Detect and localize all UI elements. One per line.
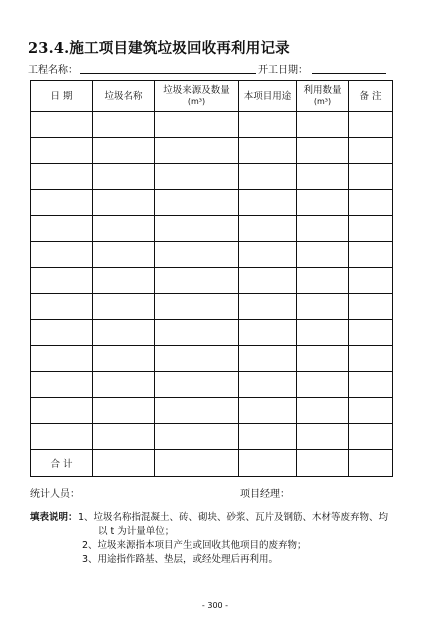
project-manager-label: 项目经理：: [240, 489, 290, 500]
table-cell[interactable]: [349, 450, 393, 477]
table-cell[interactable]: [31, 346, 93, 372]
table-cell[interactable]: [239, 164, 297, 190]
table-cell[interactable]: [155, 424, 239, 450]
page-number: - 300 -: [201, 601, 229, 610]
table-cell[interactable]: [349, 268, 393, 294]
instruction-item: 3、用途指作路基、垫层，或经处理后再利用。: [82, 554, 279, 565]
instructions-label: 填表说明：: [30, 512, 78, 523]
table-row: [31, 112, 393, 138]
table-cell[interactable]: [349, 112, 393, 138]
table-cell[interactable]: [31, 398, 93, 424]
table-cell[interactable]: [93, 242, 155, 268]
page-title: 23.4.施工项目建筑垃圾回收再利用记录: [28, 40, 290, 57]
table-cell[interactable]: [155, 320, 239, 346]
table-cell[interactable]: [93, 268, 155, 294]
header-remarks: 备 注: [349, 81, 393, 112]
table-cell[interactable]: [31, 164, 93, 190]
table-cell[interactable]: [239, 190, 297, 216]
table-cell[interactable]: [93, 138, 155, 164]
table-row: [31, 346, 393, 372]
table-cell[interactable]: [297, 216, 349, 242]
table-cell[interactable]: [93, 398, 155, 424]
table-cell[interactable]: [155, 268, 239, 294]
table-cell[interactable]: [349, 320, 393, 346]
table-cell[interactable]: [297, 424, 349, 450]
table-row: [31, 398, 393, 424]
table-cell[interactable]: [297, 190, 349, 216]
table-row: [31, 242, 393, 268]
table-cell[interactable]: [155, 190, 239, 216]
table-row: [31, 216, 393, 242]
table-row: [31, 372, 393, 398]
table-cell[interactable]: [31, 216, 93, 242]
table-cell[interactable]: [155, 450, 239, 477]
start-date-field[interactable]: [312, 73, 386, 74]
table-row: [31, 424, 393, 450]
project-name-field[interactable]: [80, 73, 256, 74]
table-cell[interactable]: [239, 424, 297, 450]
table-cell[interactable]: [297, 138, 349, 164]
table-cell[interactable]: [297, 112, 349, 138]
start-date-label: 开工日期：: [258, 65, 308, 76]
table-cell[interactable]: [239, 268, 297, 294]
table-cell[interactable]: [93, 190, 155, 216]
table-cell[interactable]: [239, 346, 297, 372]
table-cell[interactable]: [349, 398, 393, 424]
table-cell[interactable]: [93, 294, 155, 320]
header-date: 日 期: [31, 81, 93, 112]
table-cell[interactable]: [155, 164, 239, 190]
header-project-use: 本项目用途: [239, 81, 297, 112]
table-header-row: [31, 81, 393, 112]
table-row: [31, 190, 393, 216]
project-info-row: [28, 60, 390, 76]
table-cell[interactable]: [155, 372, 239, 398]
table-cell[interactable]: [31, 372, 93, 398]
table-cell[interactable]: [349, 294, 393, 320]
table-cell[interactable]: [349, 242, 393, 268]
table-cell[interactable]: [297, 268, 349, 294]
table-cell[interactable]: [31, 242, 93, 268]
table-cell[interactable]: [155, 216, 239, 242]
table-cell[interactable]: [297, 242, 349, 268]
instruction-item: 2、垃圾来源指本项目产生或回收其他项目的废弃物；: [82, 540, 307, 551]
table-row: [31, 268, 393, 294]
table-cell[interactable]: [93, 164, 155, 190]
table-cell[interactable]: [155, 346, 239, 372]
table-cell[interactable]: [93, 320, 155, 346]
table-cell[interactable]: [349, 138, 393, 164]
table-cell[interactable]: [93, 346, 155, 372]
table-cell[interactable]: [297, 346, 349, 372]
table-cell[interactable]: [297, 294, 349, 320]
table-cell[interactable]: [239, 294, 297, 320]
table-row: [31, 320, 393, 346]
table-cell[interactable]: [93, 112, 155, 138]
table-row: [31, 294, 393, 320]
table-cell[interactable]: [31, 424, 93, 450]
table-cell[interactable]: [239, 320, 297, 346]
table-cell[interactable]: [155, 138, 239, 164]
table-cell[interactable]: [297, 398, 349, 424]
table-cell[interactable]: [349, 372, 393, 398]
table-row: [31, 138, 393, 164]
total-row: [31, 450, 393, 477]
table-cell[interactable]: [349, 346, 393, 372]
table-cell[interactable]: [297, 164, 349, 190]
statistician-label: 统计人员：: [30, 489, 80, 500]
table-cell[interactable]: [239, 398, 297, 424]
record-table: [30, 80, 393, 477]
table-cell[interactable]: [297, 320, 349, 346]
table-cell[interactable]: [349, 424, 393, 450]
table-cell[interactable]: [349, 164, 393, 190]
table-cell[interactable]: [239, 450, 297, 477]
table-cell[interactable]: [93, 424, 155, 450]
table-row: [31, 164, 393, 190]
table-cell[interactable]: [297, 372, 349, 398]
table-cell[interactable]: [155, 294, 239, 320]
table-cell[interactable]: [349, 190, 393, 216]
table-cell[interactable]: [239, 242, 297, 268]
header-waste-source-quantity: 垃圾来源及数量 (m³): [155, 81, 239, 112]
total-label: 合 计: [31, 450, 93, 477]
table-cell[interactable]: [155, 242, 239, 268]
table-cell[interactable]: [31, 112, 93, 138]
table-cell[interactable]: [31, 268, 93, 294]
table-cell[interactable]: [239, 372, 297, 398]
table-cell[interactable]: [31, 320, 93, 346]
project-name-label: 工程名称：: [28, 65, 78, 76]
table-cell[interactable]: [31, 190, 93, 216]
header-waste-name: 垃圾名称: [93, 81, 155, 112]
table-cell[interactable]: [31, 294, 93, 320]
table-cell[interactable]: [349, 216, 393, 242]
table-cell[interactable]: [239, 138, 297, 164]
table-cell[interactable]: [93, 216, 155, 242]
table-cell[interactable]: [31, 138, 93, 164]
table-cell[interactable]: [297, 450, 349, 477]
header-used-quantity: 利用数量 (m³): [297, 81, 349, 112]
table-cell[interactable]: [93, 372, 155, 398]
table-cell[interactable]: [155, 398, 239, 424]
instruction-item: 以 t 为计量单位；: [98, 526, 175, 537]
instruction-item: 1、垃圾名称指混凝土、砖、砌块、砂浆、瓦片及钢筋、木材等废弃物、均: [78, 512, 389, 523]
table-cell[interactable]: [155, 112, 239, 138]
table-cell[interactable]: [93, 450, 155, 477]
table-cell[interactable]: [239, 216, 297, 242]
table-cell[interactable]: [239, 112, 297, 138]
